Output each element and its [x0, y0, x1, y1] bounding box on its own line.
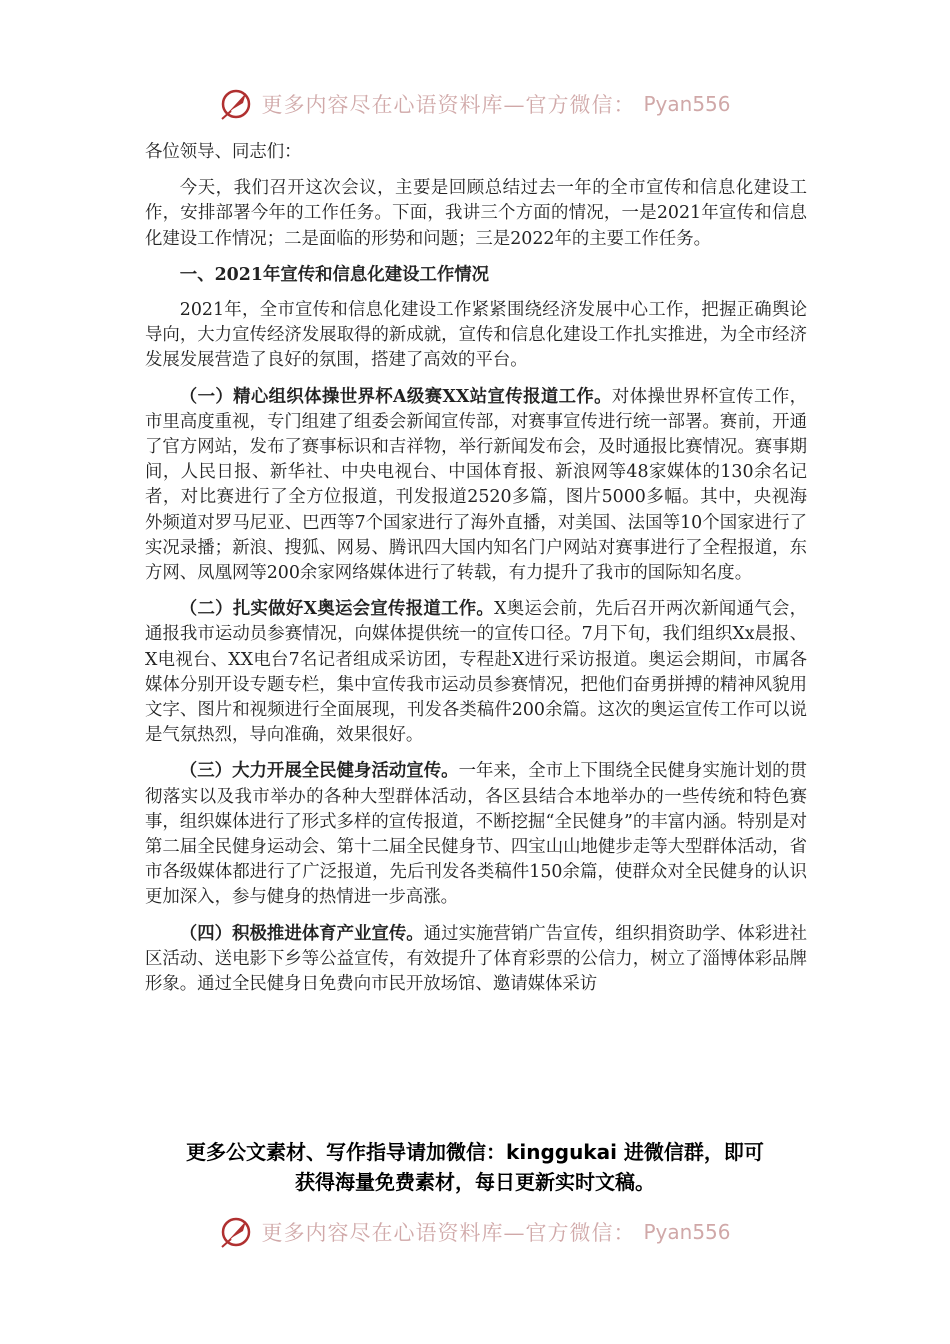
watermark-wechat-id: Pyan556 [643, 1220, 731, 1244]
item-1-paragraph [145, 385, 807, 587]
section-1-title: 一、2021年宣传和信息化建设工作情况 [179, 264, 490, 285]
quill-logo-icon [219, 1215, 253, 1249]
item-4-body: 通过实施营销广告宣传，组织捐资助学、体彩进社区活动、送电影下乡等公益宣传，有效提升了体育彩票的公信力，树立了淄博体彩品牌形象。通过全民健身日免费向市民开放场馆、邀请媒体采访 [145, 923, 807, 995]
section-1-summary: 2021年，全市宣传和信息化建设工作紧紧围绕经济发展中心工作，把握正确舆论导向，大力宣传经济发展取得的新成就，宣传和信息化建设工作扎实推进，为全市经济发展发展营造了良好的氛围，搭建了高效的平台。 [145, 300, 807, 371]
item-4-paragraph [145, 922, 807, 998]
item-2-paragraph [145, 597, 807, 748]
document-body [145, 140, 807, 1008]
item-4-heading: （四）积极推进体育产业宣传。 [179, 923, 424, 944]
item-2-heading: （二）扎实做好X奥运会宣传报道工作。 [179, 599, 495, 620]
promo-line-1: 更多公文素材、写作指导请加微信：kinggukai 进微信群，即可 [186, 1140, 764, 1164]
watermark-header [0, 84, 950, 124]
quill-logo-icon [219, 87, 253, 121]
watermark-footer [0, 1212, 950, 1252]
watermark-wechat-id: Pyan556 [643, 92, 731, 116]
watermark-text: 更多内容尽在心语资料库—官方微信： [261, 93, 636, 117]
item-1-heading: （一）精心组织体操世界杯A级赛XX站宣传报道工作。 [179, 386, 612, 407]
item-3-heading: （三）大力开展全民健身活动宣传。 [179, 761, 459, 782]
item-1-body: 对体操世界杯宣传工作，市里高度重视，专门组建了组委会新闻宣传部，对赛事宣传进行统一部署。赛前，开通了官方网站，发布了赛事标识和吉祥物，举行新闻发布会，及时通报比赛情况。赛事期间，人民日报、新华社、中央电视台、中国体育报、新浪网等48家媒体的130余名记者，对比赛进行了全方位报道，刊发报道2520多篇，图片5000多幅。其中，央视海外频道对罗马尼亚、巴西等7个国家进行了海外直播，对美国、法国等10个国家进行了实况录播；新浪、搜狐、网易、腾讯四大国内知名门户网站对赛事进行了全程报道，东方网、凤凰网等200余家网络媒体进行了转载，有力提升了我市的国际知名度。 [145, 386, 807, 584]
salutation: 各位领导、同志们： [145, 142, 302, 162]
item-3-paragraph [145, 759, 807, 910]
promo-notice [100, 1137, 850, 1197]
watermark-text: 更多内容尽在心语资料库—官方微信： [261, 1221, 636, 1245]
item-2-body: X奥运会前，先后召开两次新闻通气会，通报我市运动员参赛情况，向媒体提供统一的宣传口径。7月下旬，我们组织Xx晨报、X电视台、XX电台7名记者组成采访团，专程赴X进行采访报道。奥运会期间，市属各媒体分别开设专题专栏，集中宣传我市运动员参赛情况，把他们奋勇拼搏的精神风貌用文字、图片和视频进行全面展现，刊发各类稿件200余篇。这次的奥运宣传工作可以说是气氛热烈，导向准确，效果很好。 [145, 599, 807, 746]
intro-paragraph: 今天，我们召开这次会议，主要是回顾总结过去一年的全市宣传和信息化建设工作，安排部署今年的工作任务。下面，我讲三个方面的情况，一是2021年宣传和信息化建设工作情况；二是面临的形势和问题；三是2022年的主要工作任务。 [145, 178, 807, 249]
promo-line-2: 获得海量免费素材，每日更新实时文稿。 [295, 1170, 655, 1194]
item-3-body: 一年来，全市上下围绕全民健身实施计划的贯彻落实以及我市举办的各种大型群体活动，各区县结合本地举办的一些传统和特色赛事，组织媒体进行了形式多样的宣传报道，不断挖掘“全民健身”的丰富内涵。特别是对第二届全民健身运动会、第十二届全民健身节、四宝山山地健步走等大型群体活动，省市各级媒体都进行了广泛报道，先后刊发各类稿件150余篇，使群众对全民健身的认识更加深入，参与健身的热情进一步高涨。 [145, 761, 807, 908]
